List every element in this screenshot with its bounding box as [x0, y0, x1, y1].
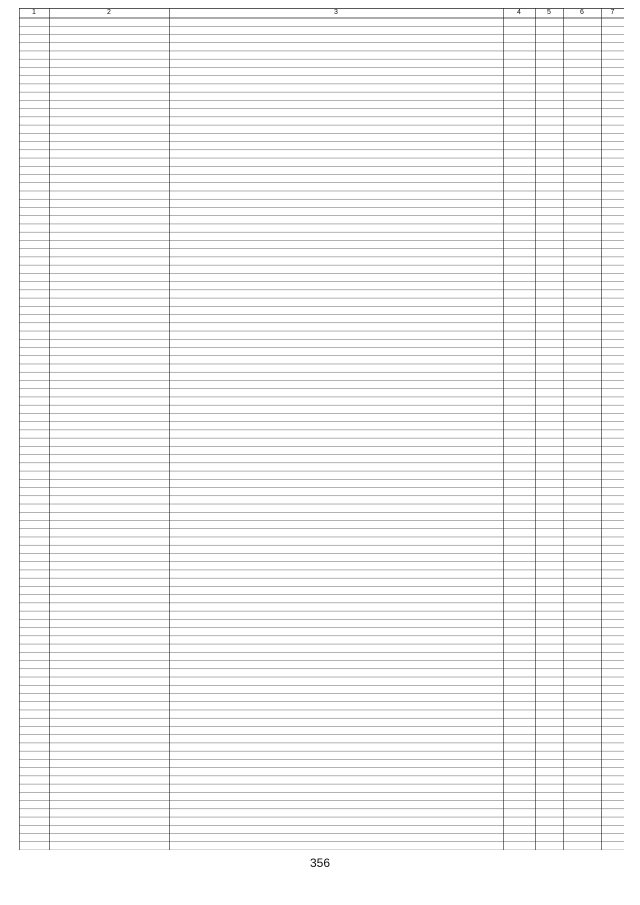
column-number-1: 1	[32, 9, 36, 16]
table-grid	[19, 8, 624, 850]
column-number-5: 5	[547, 9, 551, 16]
column-number-3: 3	[334, 9, 338, 16]
column-number-6: 6	[580, 9, 584, 16]
column-number-4: 4	[517, 9, 521, 16]
regional-capital-repair-table	[19, 8, 624, 850]
column-number-7: 7	[610, 9, 615, 16]
page-number: 356	[309, 856, 331, 870]
column-number-2: 2	[107, 9, 111, 16]
